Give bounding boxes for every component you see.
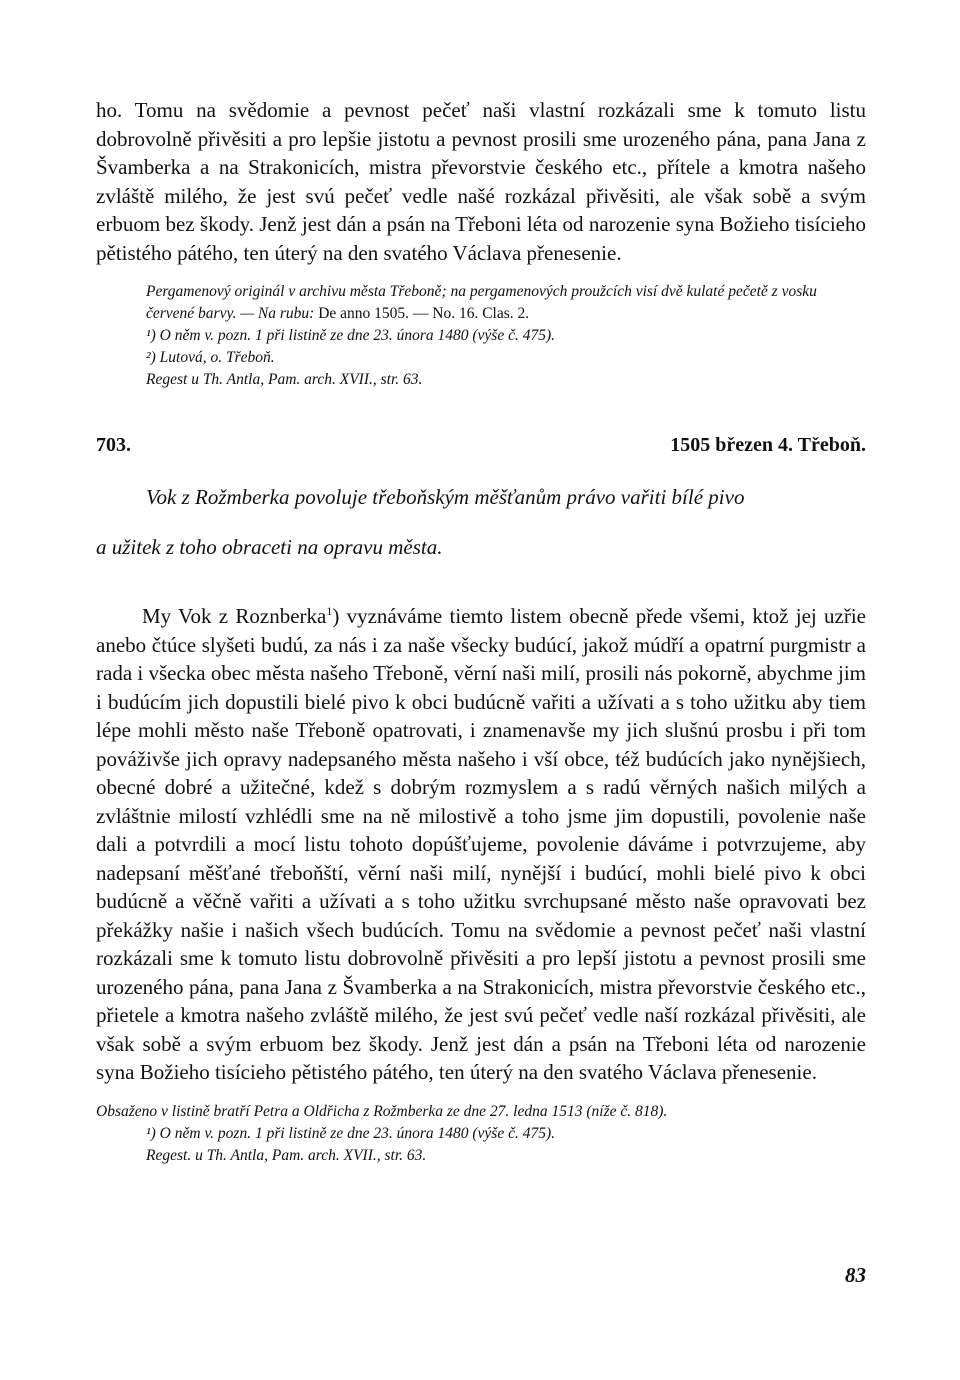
source-note bbox=[96, 1101, 866, 1167]
archival-note-source bbox=[96, 281, 866, 325]
entry-regest-line-2: a užitek z toho obraceti na opravu města. bbox=[96, 535, 443, 559]
entry-number: 703. bbox=[96, 434, 131, 456]
entry-regest-line-1: Vok z Rožmberka povoluje třeboňským měšťanům právo vařiti bílé pivo bbox=[146, 485, 745, 509]
document-page bbox=[96, 96, 866, 1167]
footnote-2: ²) Lutová, o. Třeboň. bbox=[146, 349, 275, 366]
main-text-rest: ) vyznáváme tiemto listem obecně přede všemi, ktož jej uzřie anebo čtúce slyšeti budú, za nás i za naše všecky budúcí, jakož múdří a opatrní purgmistr a rada i všecka obec města našeho Třeboně, věrní naši milí, prosili nás pokorně, abychme jim i budúcím jich dopustili bielé pivo k obci budúcně vařiti a užívati a s toho užitku aby tiem lépe mohli město naše Třeboně opatrovati, i znamenavše my jich slušnú prosbu i při tom pováživše jich opravy nadepsaného města našeho i vší obce, též budúcích jako nynějšiech, obecné dobré a užitečné, kdež s dobrým rozmyslem a s radú věrných našich milých a zvláštnie milostí vzhlédli sme na ně milostivě a toho jsme jim dopustili, povolenie naše dali a potvrdili a mocí listu tohoto dopúšťujeme, povolenie dáváme i potvrzujeme, aby nadepsaní měšťané třeboňští, věrní naši milí, nynější i budúcí, mohli bielé pivo k obci budúcně a věčně vařiti a užívati a s toho užitku svrchupsané město naše opravovati bez překážky našie i našich všech budúcích. Tomu na svědomie a pevnost pečeť naši vlastní rozkázali sme k tomuto listu dobrovolně přivěsiti a pro lepší jistotu a pevnost prosili sme urozeného pána, pana Jana z Švamberka a na Strakonicích, mistra převorstvie českého etc., přietele a kmotra našeho zvláště milého, že jest svú pečeť vedle naší rozkázal přivěsiti, ale však sobě a svým erbuom bez škody. Jenž jest dán a psán na Třeboni léta od narozenie syna Božieho tisícieho pětistého pátého, ten úterý na den svatého Václava přenesenie. bbox=[96, 604, 866, 1084]
entry-date-place: 1505 březen 4. Třeboň. bbox=[670, 434, 866, 456]
source-regest-reference: Regest. u Th. Antla, Pam. arch. XVII., str. 63. bbox=[146, 1146, 427, 1164]
page-number: 83 bbox=[845, 1263, 866, 1287]
main-text-start: My Vok z Roznberka bbox=[142, 604, 327, 628]
source-note-text: Obsaženo v listině bratří Petra a Oldřicha z Rožmberka ze dne 27. ledna 1513 (níže č. 818). bbox=[96, 1102, 668, 1120]
continuation-paragraph: ho. Tomu na svědomie a pevnost pečeť naši vlastní rozkázali sme k tomuto listu dobrovolně přivěsiti a pro lepšie jistotu a pevnost prosili sme urozeného pána, pana Jana z Švamberka a na Strakonicích, mistra převorstvie českého etc., přítele a kmotra našeho zvláště milého, že jest svú pečeť vedle našé rozkázal přivěsiti, ale však sobě a svým erbuom bez škody. Jenž jest dán a psán na Třeboni léta od narozenie syna Božieho tisícieho pětistého pátého, ten úterý na den svatého Václava přenesenie. bbox=[96, 98, 866, 265]
archival-note-italic: Pergamenový originál v archivu města Třeboně; na pergamenových proužcích visí dvě kulaté pečetě z vosku červené barvy. — Na rubu: bbox=[146, 283, 817, 322]
main-charter-text bbox=[96, 602, 866, 1087]
entry-heading bbox=[96, 431, 866, 459]
footnote-marker: 1 bbox=[326, 604, 333, 618]
regest-reference: Regest u Th. Antla, Pam. arch. XVII., str. 63. bbox=[146, 371, 423, 388]
archival-note-roman: De anno 1505. — No. 16. Clas. 2. bbox=[318, 305, 530, 322]
footnote-1: ¹) O něm v. pozn. 1 při listině ze dne 23. února 1480 (výše č. 475). bbox=[146, 327, 556, 344]
archival-note bbox=[96, 281, 866, 391]
source-footnote-1: ¹) O něm v. pozn. 1 při listině ze dne 23. února 1480 (výše č. 475). bbox=[146, 1124, 556, 1142]
